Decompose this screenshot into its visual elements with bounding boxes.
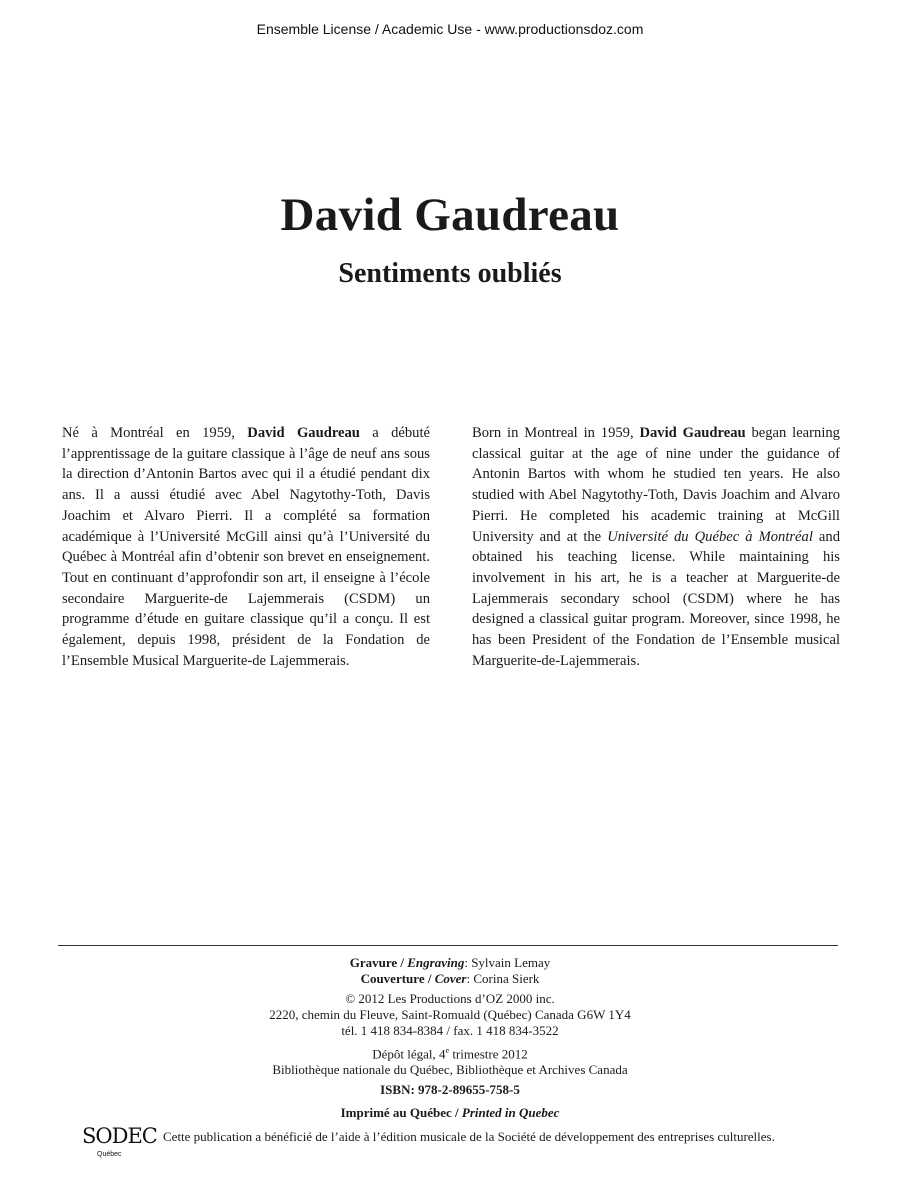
- biography-english: [472, 423, 840, 671]
- biography-french: [62, 423, 430, 671]
- address: 2220, chemin du Fleuve, Saint-Romuald (Québec) Canada G6W 1Y4: [269, 1007, 631, 1022]
- credits-block: [0, 955, 900, 1121]
- divider: [58, 945, 838, 946]
- phone-fax: tél. 1 418 834-8384 / fax. 1 418 834-3522: [341, 1023, 559, 1038]
- bio-en-intro: Born in Montreal in 1959,: [472, 425, 640, 441]
- license-notice: Ensemble License / Academic Use - www.productionsdoz.com: [256, 21, 644, 37]
- bio-en-text-2: and obtained his teaching license. While maintaining his involvement in his art, he is a teacher at Marguerite-de Lajemmerais secondary school (CSDM) where he has designed a classical guitar program. Moreover, since 1998, he has been President of the Fondation de l’Ensemble musical Marguerite-de-Lajemmerais.: [472, 528, 840, 669]
- bio-fr-intro: Né à Montréal en 1959,: [62, 425, 248, 441]
- bio-en-text-1: began learning classical guitar at the age of nine under the guidance of Antonin Bartos with whom he studied ten years. He also studied with Abel Nagytothy-Toth, Davis Joachim and Alvaro Pierri. He completed his academic training at McGill University and at the: [472, 425, 840, 545]
- composer-name: David Gaudreau: [280, 189, 620, 241]
- isbn: ISBN: 978-2-89655-758-5: [380, 1082, 520, 1098]
- bio-en-institution: Université du Québec à Montréal: [607, 528, 813, 545]
- bio-fr-text: a débuté l’apprentissage de la guitare classique à l’âge de neuf ans sous la direction d’Antonin Bartos avec qui il a étudié pendant dix ans. Il a aussi étudié avec Abel Nagytothy-Toth, Davis Joachim et Alvaro Pierri. Il a complété sa formation académique à l’Université McGill ainsi qu’à l’Université du Québec à Montréal afin d’obtenir son brevet en enseignement. Tout en continuant d’approfondir son art, il enseigne à l’école secondaire Marguerite-de Lajemmerais (CSDM) un programme d’étude en guitare classique qu’il a conçu. Il est également, depuis 1998, président de la Fondation de l’Ensemble Musical Marguerite-de Lajemmerais.: [62, 425, 430, 669]
- legal-deposit: Dépôt légal, 4e trimestre 2012: [372, 1046, 528, 1062]
- bio-en-name: David Gaudreau: [639, 425, 746, 441]
- sodec-subtitle: Québec: [97, 1151, 122, 1158]
- sodec-wordmark: SODEC: [82, 1124, 157, 1148]
- bio-fr-name: David Gaudreau: [247, 425, 360, 441]
- copyright: © 2012 Les Productions d’OZ 2000 inc.: [345, 991, 555, 1006]
- engraving-credit: Gravure / Engraving: Sylvain Lemay: [349, 955, 551, 970]
- sodec-logo: [82, 1124, 160, 1164]
- cover-credit: Couverture / Cover: Corina Sierk: [360, 971, 540, 986]
- work-title: Sentiments oubliés: [338, 258, 562, 289]
- printed-in: Imprimé au Québec / Printed in Quebec: [340, 1105, 560, 1121]
- funding-notice: Cette publication a bénéficié de l’aide à l’édition musicale de la Société de développement des entreprises culturelles.: [163, 1129, 775, 1144]
- library-archives: Bibliothèque nationale du Québec, Bibliothèque et Archives Canada: [272, 1062, 628, 1078]
